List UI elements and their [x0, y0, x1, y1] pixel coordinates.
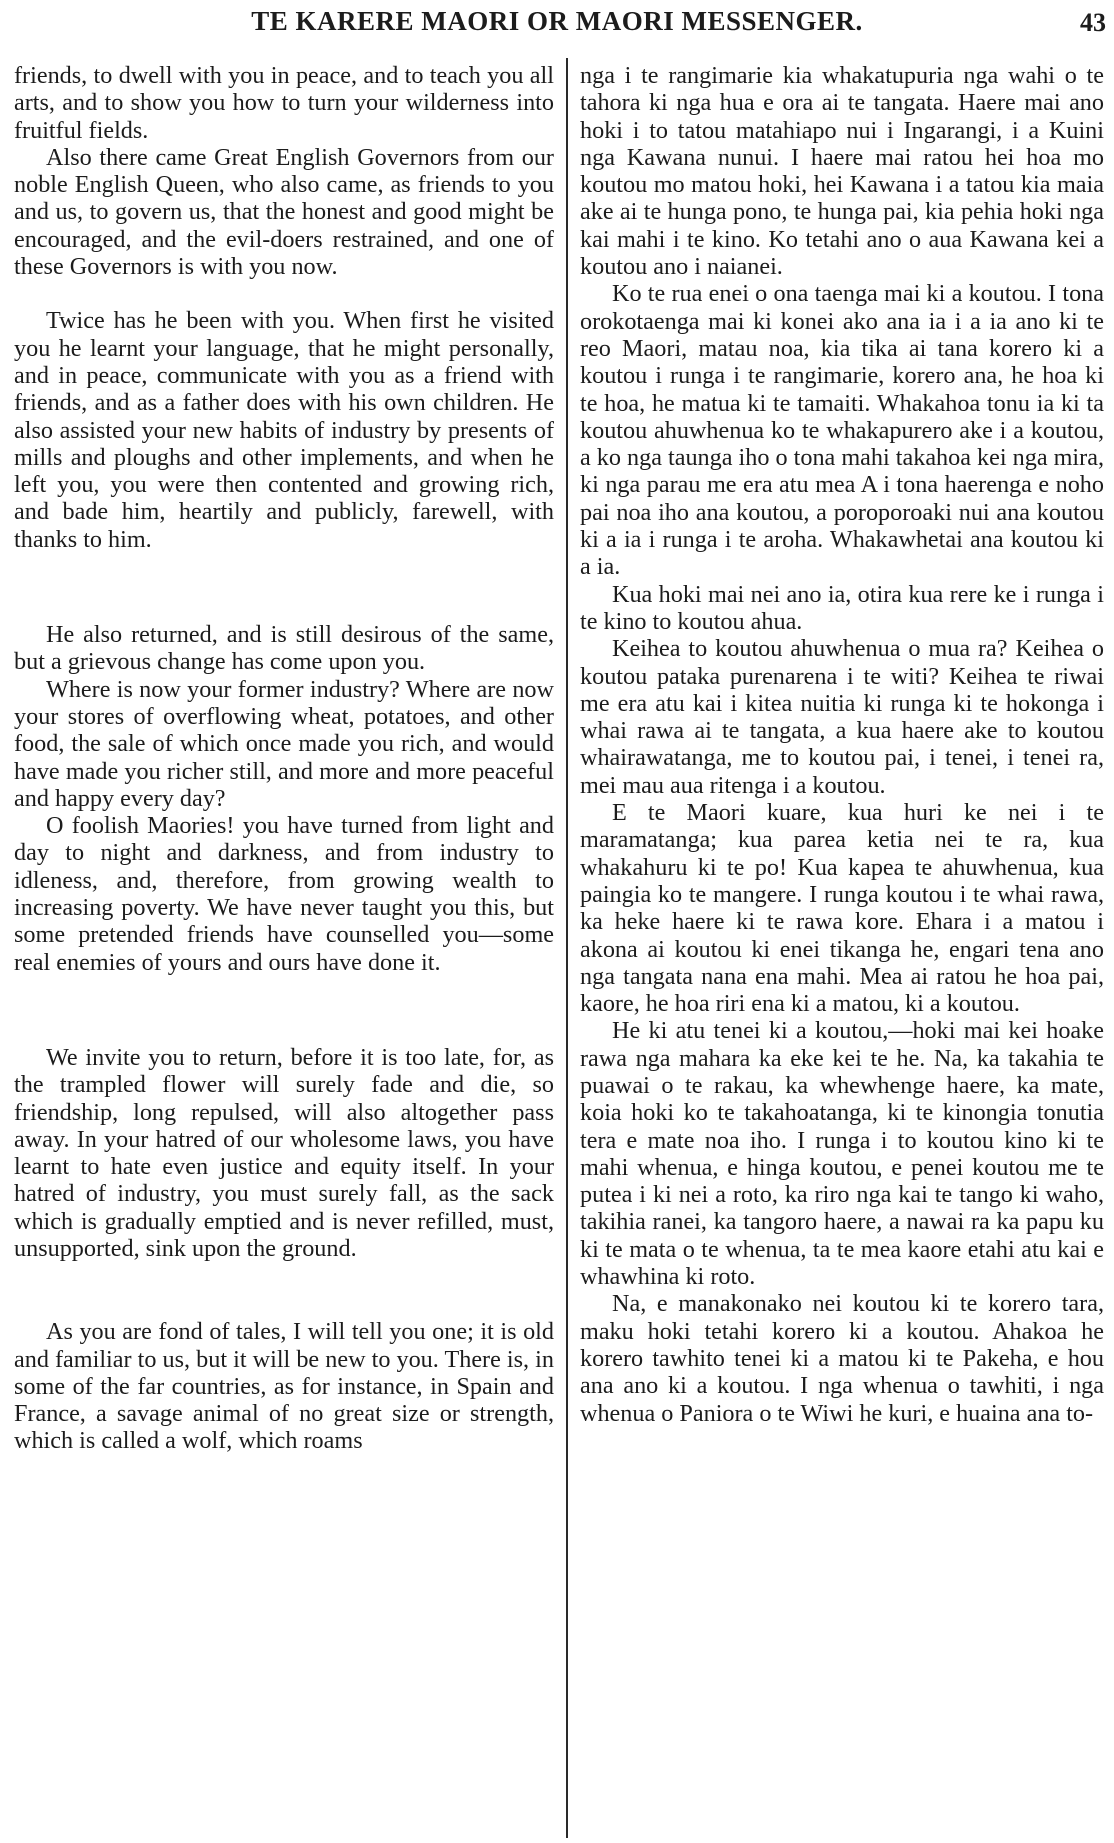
page-number: 43	[1080, 8, 1106, 37]
english-paragraph: Also there came Great English Governors from our noble English Queen, who also came, as friends to you and us, to govern us, that the honest and good might be encouraged, and the evil-doers restrained, and one of these Governors is with you now.	[14, 143, 554, 281]
maori-paragraph: E te Maori kuare, kua huri ke nei i te maramatanga; kua parea ketia nei te ra, kua whakahuru ki te po! Kua kapea te ahuwhenua, kua paingia ko te mangere. I runga koutou i te whai rawa, ka heke haere ki te rawa kore. Ehara i a matou i akona ai koutou ki enei tikanga he, engari tena ano nga tangata nana ena mahi. Mea ai ratou he hoa pai, kaore, he hoa riri ena ki a matou, ki a koutou.	[580, 799, 1104, 1018]
english-paragraph: He also returned, and is still desirous of the same, but a grievous change has come upon you.	[14, 621, 554, 676]
maori-paragraph: Kua hoki mai nei ano ia, otira kua rere ke i runga i te kino to koutou ahua.	[580, 580, 1104, 635]
maori-paragraph: nga i te rangimarie kia whakatupuria nga wahi o te tahora ki nga hua e ora ai te tangata. Haere mai ano hoki i to tatou matahiapo nui i Ingarangi, i a Kuini nga Kawana nunui. I haere mai ratou hei hoa mo koutou mo matou hoki, hei Kawana i a tatou kia maia ake ai te hunga pono, te hunga pai, kia pehia hoki nga kai mahi i te kino. Ko tetahi ano o aua Kawana kei a koutou ano i naianei.	[580, 62, 1104, 281]
page-header	[0, 2, 1114, 46]
english-paragraph: O foolish Maories! you have turned from light and day to night and darkness, and from industry to idleness, and, therefore, from growing wealth to increasing poverty. We have never taught you this, but some pretended friends have counselled you—some real enemies of yours and ours have done it.	[14, 812, 554, 976]
maori-paragraph: Keihea to koutou ahuwhenua o mua ra? Keihea o koutou pataka purenarena i te witi? Keihea te riwai me era atu kai i kitea nuitia ki runga ki te hokonga i whai rawa ai te tangata, a kua haere ake to koutou whairawatanga, me to koutou pai, i tenei, i tenei ra, mei mau aua ritenga i a koutou.	[580, 635, 1104, 799]
newspaper-title: TE KARERE MAORI OR MAORI MESSENGER.	[251, 6, 863, 36]
maori-paragraph: He ki atu tenei ki a koutou,—hoki mai kei hoake rawa nga mahara ka eke kei te he. Na, ka takahia te puawai o te rakau, ka whewhenge haere, ka mate, koia hoki ko te takahoatanga, ki te kinongia tonutia tera e mate noa iho. I runga i to koutou kino ki te mahi whenua, e hinga koutou, e penei koutou me te putea i ki nei a roto, ka riro nga kai te tango ki waho, takihia ranei, ka tangoro haere, a nawai ra ka papu ku ki te mata o te whenua, ta te mea kaore etahi atu kai e whawhina ki roto.	[580, 1017, 1104, 1291]
english-paragraph: Twice has he been with you. When first he visited you he learnt your language, that he might personally, and in peace, communicate with you as a friend with friends, and as a father does with his own children. He also assisted your new habits of industry by presents of mills and ploughs and other implements, and when he left you, you were then contented and growing rich, and bade him, heartily and publicly, farewell, with thanks to him.	[14, 307, 554, 553]
english-paragraph: friends, to dwell with you in peace, and to teach you all arts, and to show you how to turn your wilderness into fruitful fields.	[14, 62, 554, 144]
english-paragraph: As you are fond of tales, I will tell you one; it is old and familiar to us, but it will be new to you. There is, in some of the far countries, as for instance, in Spain and France, a savage animal of no great size or strength, which is called a wolf, which roams	[14, 1318, 554, 1455]
english-column	[14, 62, 554, 1837]
maori-column	[580, 62, 1104, 1837]
maori-paragraph: Na, e manakonako nei koutou ki te korero tara, maku hoki tetahi korero ki a koutou. Ahakoa he korero tawhito tenei ki a matou ki te Pakeha, e hou ana ano ki a koutou. I nga whenua o tawhiti, i nga whenua o Paniora o te Wiwi he kuri, e huaina ana to-	[580, 1290, 1104, 1427]
column-divider	[566, 58, 568, 1838]
english-paragraph: Where is now your former industry? Where are now your stores of overflowing wheat, potatoes, and other food, the sale of which once made you rich, and would have made you richer still, and more and more peaceful and happy every day?	[14, 675, 554, 812]
maori-paragraph: Ko te rua enei o ona taenga mai ki a koutou. I tona orokotaenga mai ki konei ako ana ia i a ia ano ki te reo Maori, matau noa, kia tika ai tana korero ki a koutou i runga i te rangimarie, korero ana, he hoa ki te hoa, he matua ki te tamaiti. Whakahoa tonu ia ki ta koutou ahuwhenua ko te whakapurero ake i a koutou, a ko nga taunga iho o tona mahi takahoa kei nga mira, ki nga parau me era atu mea A i tona haerenga e noho pai noa iho ana koutou, a poroporoaki nui ana koutou ki a ia i runga i te aroha. Whakawhetai ana koutou ki a ia.	[580, 280, 1104, 581]
english-paragraph: We invite you to return, before it is too late, for, as the trampled flower will surely fade and die, so friendship, long repulsed, will also altogether pass away. In your hatred of our wholesome laws, you have learnt to hate even justice and equity itself. In your hatred of industry, you must surely fall, as the sack which is gradually emptied and is never refilled, must, unsupported, sink upon the ground.	[14, 1043, 554, 1262]
